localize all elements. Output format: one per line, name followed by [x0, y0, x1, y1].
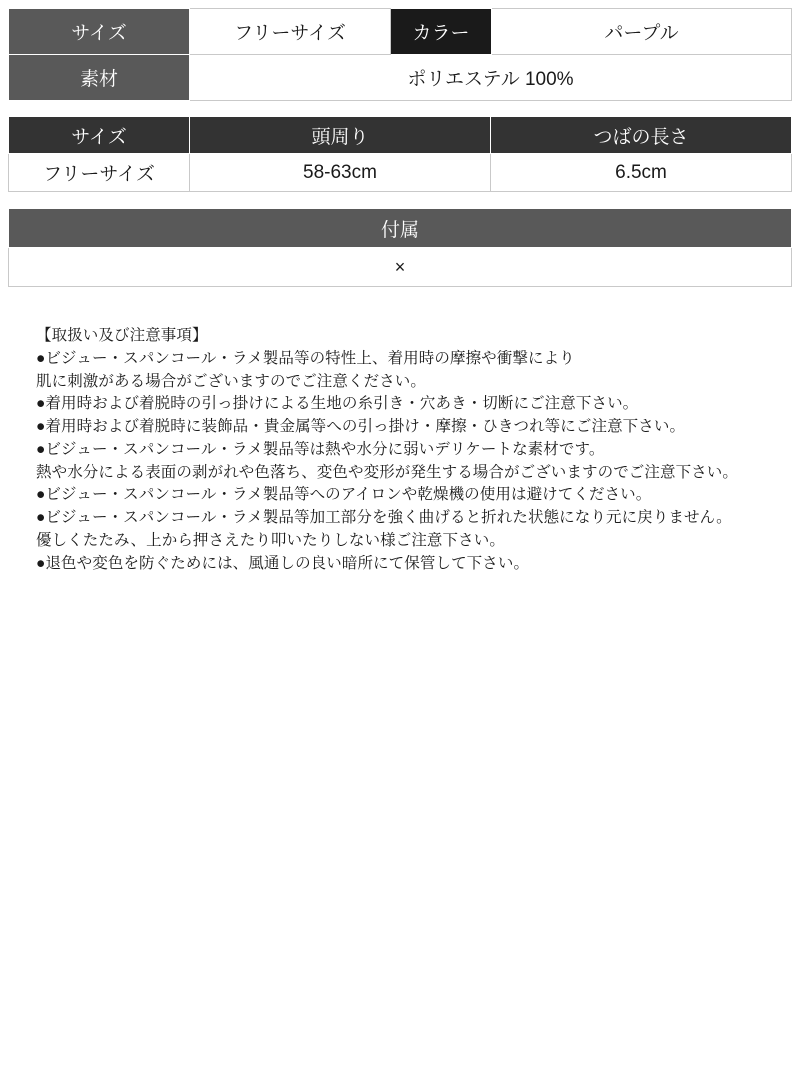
table-row [9, 248, 792, 287]
attachment-value: × [9, 248, 792, 287]
size-table [8, 116, 792, 192]
attachment-table [8, 208, 792, 287]
table-row [9, 9, 792, 55]
table-row [9, 154, 792, 192]
spec-value-material: ポリエステル 100% [190, 55, 792, 101]
care-notes-title: 【取扱い及び注意事項】 [36, 327, 208, 344]
care-notes [36, 325, 792, 576]
spec-value-size: フリーサイズ [190, 9, 391, 55]
care-note-line: ●ビジュー・スパンコール・ラメ製品等へのアイロンや乾燥機の使用は避けてください。 [36, 486, 652, 504]
attachment-header: 付属 [9, 209, 792, 248]
size-header-circumference: 頭周り [190, 117, 491, 154]
care-note-line: ●着用時および着脱時に装飾品・貴金属等への引っ掛け・摩擦・ひきつれ等にご注意下さい。 [36, 418, 686, 436]
spec-label-color: カラー [391, 9, 492, 55]
care-note-line: 肌に刺激がある場合がございますのでご注意ください。 [36, 372, 427, 390]
size-value-brim-length: 6.5cm [491, 154, 792, 192]
spec-label-material: 素材 [9, 55, 190, 101]
table-row [9, 55, 792, 101]
care-note-line: ●退色や変色を防ぐためには、風通しの良い暗所にて保管して下さい。 [36, 554, 530, 572]
table-header-row [9, 209, 792, 248]
care-note-line: ●ビジュー・スパンコール・ラメ製品等の特性上、着用時の摩擦や衝撃により [36, 349, 575, 367]
spec-value-color: パープル [492, 9, 792, 55]
size-value-circumference: 58-63cm [190, 154, 491, 192]
care-note-line: ●ビジュー・スパンコール・ラメ製品等加工部分を強く曲げると折れた状態になり元に戻りません。 [36, 509, 732, 527]
size-header-brim-length: つばの長さ [491, 117, 792, 154]
care-note-line: 熱や水分による表面の剥がれや色落ち、変色や変形が発生する場合がございますのでご注意下さい。 [36, 463, 739, 481]
table-header-row [9, 117, 792, 154]
spec-label-size: サイズ [9, 9, 190, 55]
care-note-line: 優しくたたみ、上から押さえたり叩いたりしない様ご注意下さい。 [36, 532, 505, 550]
spec-table [8, 8, 792, 101]
size-value-size: フリーサイズ [9, 154, 190, 192]
size-header-size: サイズ [9, 117, 190, 154]
care-note-line: ●ビジュー・スパンコール・ラメ製品等は熱や水分に弱いデリケートな素材です。 [36, 440, 605, 458]
care-note-line: ●着用時および着脱時の引っ掛けによる生地の糸引き・穴あき・切断にご注意下さい。 [36, 395, 639, 413]
